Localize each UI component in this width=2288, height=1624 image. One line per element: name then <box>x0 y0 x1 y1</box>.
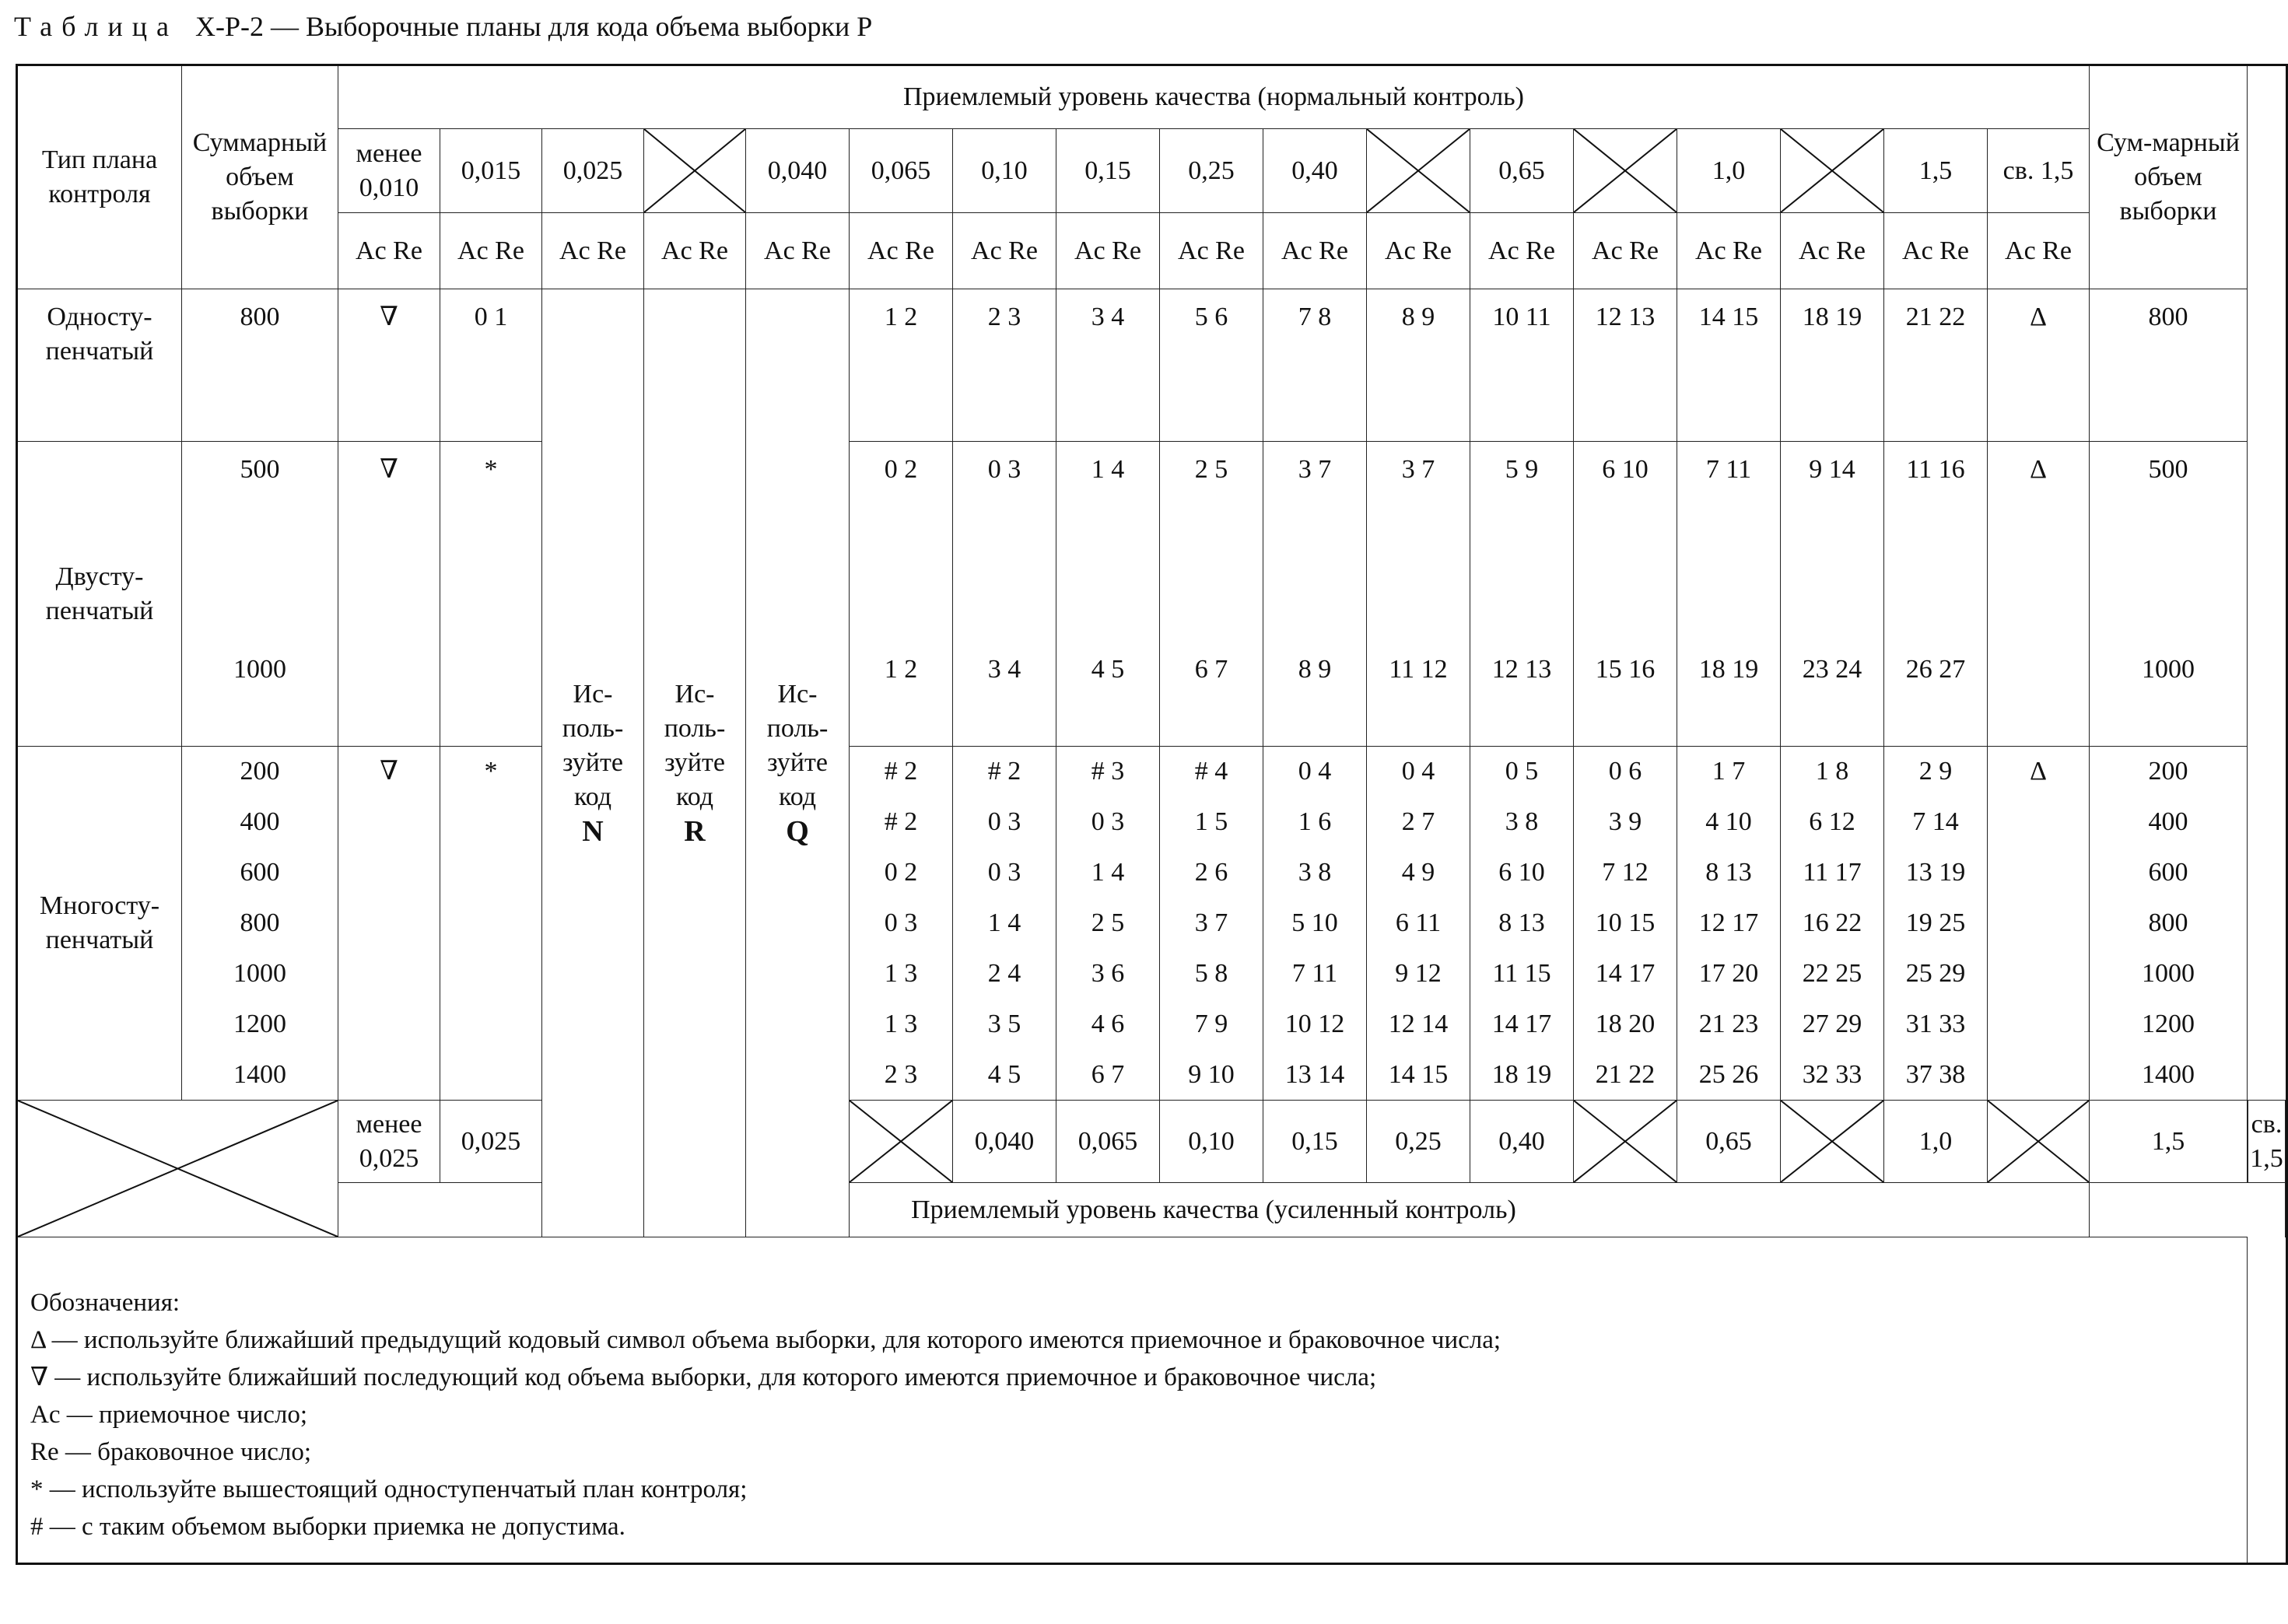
aql-value-cell: 0,65 <box>1470 129 1574 213</box>
acre-value-cell: 3 7 <box>1263 442 1367 594</box>
acre-value-cell: 4 9 <box>1367 848 1470 898</box>
acre-value-cell: 7 11 <box>1677 442 1781 594</box>
double-plan-row <box>17 594 2287 747</box>
use-code-text: Ис- <box>674 680 715 709</box>
acre-value-cell: 0 3 <box>1056 797 1160 848</box>
single-plan-row <box>17 289 2287 442</box>
acre-value-cell: 4 10 <box>1677 797 1781 848</box>
acre-value-cell: 21 22 <box>1574 1050 1677 1101</box>
acre-value-cell: 0 3 <box>953 442 1056 594</box>
symbol-cell <box>338 848 440 898</box>
acre-value-cell: 3 7 <box>1367 442 1470 594</box>
cross-mark-icon <box>1781 1101 1883 1182</box>
acre-value-cell: 10 15 <box>1574 898 1677 949</box>
footer-crossed-cell <box>17 1101 338 1237</box>
sample-size-cell: 800 <box>182 898 338 949</box>
aql-value-cell: 0,065 <box>850 129 953 213</box>
acre-value-cell: 4 5 <box>1056 594 1160 747</box>
acre-value-cell: 37 38 <box>1884 1050 1988 1101</box>
aql-tightened-title-row <box>17 1183 2287 1237</box>
tightened-crossed-cell <box>850 1101 953 1183</box>
multiple-plan-row <box>17 898 2287 949</box>
cross-mark-icon <box>18 1101 338 1237</box>
legend-row <box>17 1237 2287 1564</box>
plan-type-header: Тип плана контроля <box>17 65 182 289</box>
sample-size-cell: 1000 <box>182 949 338 999</box>
use-code-cell <box>746 289 850 1237</box>
cross-mark-icon <box>1988 1101 2089 1182</box>
acre-value-cell: 11 17 <box>1781 848 1884 898</box>
symbol-cell <box>440 594 542 747</box>
acre-value-cell: 0 4 <box>1263 747 1367 797</box>
acre-value-cell: 11 16 <box>1884 442 1988 594</box>
sampling-plans-table <box>16 64 2288 1565</box>
acre-value-cell: 14 15 <box>1677 289 1781 442</box>
acre-value-cell: 2 5 <box>1160 442 1263 594</box>
acre-value-cell: 18 19 <box>1677 594 1781 747</box>
acre-value-cell: 13 14 <box>1263 1050 1367 1101</box>
acre-label: Ac Re <box>1677 213 1781 289</box>
acre-value-cell: 16 22 <box>1781 898 1884 949</box>
legend-item: * — используйте вышестоящий одноступенчатый план контроля; <box>30 1475 748 1503</box>
acre-value-cell: 1 5 <box>1160 797 1263 848</box>
tightened-aql-cell: 1,0 <box>1884 1101 1988 1183</box>
acre-label: Ac Re <box>1263 213 1367 289</box>
symbol-cell: ∇ <box>338 747 440 797</box>
acre-value-cell: 0 3 <box>953 848 1056 898</box>
footer-crossed-cell <box>2286 1101 2287 1237</box>
acre-value-cell: 11 12 <box>1367 594 1470 747</box>
acre-value-cell: 2 3 <box>953 289 1056 442</box>
acre-value-cell: 3 4 <box>1056 289 1160 442</box>
tightened-crossed-cell <box>1988 1101 2090 1183</box>
sample-size-cell: 500 <box>182 442 338 594</box>
aql-value-cell: 0,040 <box>746 129 850 213</box>
multiple-plan-label: Многосту-пенчатый <box>17 747 182 1101</box>
aql-values-row <box>17 129 2287 213</box>
use-code-text: код <box>573 782 612 811</box>
sample-size-cell: 1000 <box>182 594 338 747</box>
symbol-cell: ∇ <box>338 442 440 594</box>
acre-value-cell: 18 19 <box>1470 1050 1574 1101</box>
sample-size-cell-right: 400 <box>2090 797 2248 848</box>
acre-value-cell: 1 4 <box>953 898 1056 949</box>
sample-size-cell-right: 1000 <box>2090 949 2248 999</box>
acre-value-cell: 7 11 <box>1263 949 1367 999</box>
acre-value-cell: 4 6 <box>1056 999 1160 1050</box>
acre-value-cell: 1 3 <box>850 949 953 999</box>
symbol-cell: Δ <box>1988 747 2090 797</box>
multiple-plan-row <box>17 999 2287 1050</box>
tightened-aql-cell: 0,065 <box>1056 1101 1160 1183</box>
acre-value-cell: 7 9 <box>1160 999 1263 1050</box>
legend <box>17 1237 2248 1564</box>
tightened-aql-cell: менее 0,025 <box>338 1101 440 1183</box>
symbol-cell: Δ <box>1988 442 2090 594</box>
use-code-letter: R <box>684 815 706 848</box>
symbol-cell: * <box>440 747 542 797</box>
sample-size-cell: 800 <box>182 289 338 442</box>
legend-item: Ac — приемочное число; <box>30 1401 308 1429</box>
acre-value-cell: 10 11 <box>1470 289 1574 442</box>
acre-label: Ac Re <box>1988 213 2090 289</box>
symbol-cell: Δ <box>1988 289 2090 442</box>
acre-label: Ac Re <box>1470 213 1574 289</box>
symbol-cell <box>440 848 542 898</box>
acre-value-cell: # 2 <box>850 747 953 797</box>
acre-value-cell: 3 4 <box>953 594 1056 747</box>
symbol-cell <box>1988 848 2090 898</box>
sample-size-cell: 200 <box>182 747 338 797</box>
acre-value-cell: 5 9 <box>1470 442 1574 594</box>
sample-size-cell-right: 500 <box>2090 442 2248 594</box>
symbol-cell <box>440 999 542 1050</box>
acre-value-cell: 7 8 <box>1263 289 1367 442</box>
use-code-text: поль- <box>664 714 726 743</box>
legend-item: Δ — используйте ближайший предыдущий кодовый символ объема выборки, для которого имеются приемочное и браковочное числа; <box>30 1326 1501 1354</box>
acre-value-cell: 23 24 <box>1781 594 1884 747</box>
acre-value-cell: # 3 <box>1056 747 1160 797</box>
acre-value-cell: 0 2 <box>850 442 953 594</box>
tightened-aql-cell: 0,40 <box>1470 1101 1574 1183</box>
symbol-cell <box>440 949 542 999</box>
acre-value-cell: 2 6 <box>1160 848 1263 898</box>
acre-label: Ac Re <box>850 213 953 289</box>
cross-mark-icon <box>1367 129 1470 212</box>
total-size-header-left: Суммарный объем выборки <box>182 65 338 289</box>
symbol-cell <box>1988 797 2090 848</box>
acre-value-cell: 10 12 <box>1263 999 1367 1050</box>
cross-mark-icon <box>1781 129 1883 212</box>
tightened-crossed-cell <box>1574 1101 1677 1183</box>
use-code-text: код <box>675 782 714 811</box>
double-plan-label: Двусту-пенчатый <box>17 442 182 747</box>
acre-value-cell: 31 33 <box>1884 999 1988 1050</box>
acre-value-cell: 32 33 <box>1781 1050 1884 1101</box>
acre-value-cell: 1 7 <box>1677 747 1781 797</box>
acre-value-cell: 1 8 <box>1781 747 1884 797</box>
acre-value-cell: 0 2 <box>850 848 953 898</box>
acre-value-cell: 4 5 <box>953 1050 1056 1101</box>
symbol-cell <box>338 949 440 999</box>
sample-size-cell-right: 200 <box>2090 747 2248 797</box>
acre-value-cell: 0 3 <box>850 898 953 949</box>
acre-label: Ac Re <box>542 213 644 289</box>
acre-value-cell: 6 7 <box>1056 1050 1160 1101</box>
symbol-cell <box>338 797 440 848</box>
cross-mark-icon <box>1574 1101 1677 1182</box>
acre-value-cell: 6 10 <box>1470 848 1574 898</box>
acre-label: Ac Re <box>1884 213 1988 289</box>
acre-value-cell: 2 3 <box>850 1050 953 1101</box>
aql-normal-header: Приемлемый уровень качества (нормальный контроль) <box>338 65 2090 129</box>
cross-mark-icon <box>644 129 745 212</box>
acre-label: Ac Re <box>1574 213 1677 289</box>
multiple-plan-row <box>17 1050 2287 1101</box>
symbol-cell <box>1988 1050 2090 1101</box>
acre-value-cell: 7 12 <box>1574 848 1677 898</box>
acre-value-cell: 1 6 <box>1263 797 1367 848</box>
acre-value-cell: 5 8 <box>1160 949 1263 999</box>
aql-value-cell: 0,40 <box>1263 129 1367 213</box>
sample-size-cell: 1200 <box>182 999 338 1050</box>
acre-value-cell: 15 16 <box>1574 594 1677 747</box>
symbol-cell <box>338 898 440 949</box>
acre-value-cell: 2 9 <box>1884 747 1988 797</box>
acre-value-cell: 12 13 <box>1470 594 1574 747</box>
acre-value-cell: 3 5 <box>953 999 1056 1050</box>
acre-value-cell: 21 23 <box>1677 999 1781 1050</box>
aql-value-cell: 0,025 <box>542 129 644 213</box>
acre-value-cell: 14 15 <box>1367 1050 1470 1101</box>
sample-size-cell-right: 1400 <box>2090 1050 2248 1101</box>
multiple-plan-row <box>17 797 2287 848</box>
symbol-cell <box>440 797 542 848</box>
symbol-cell <box>440 898 542 949</box>
acre-value-cell: 1 3 <box>850 999 953 1050</box>
acre-value-cell: 3 7 <box>1160 898 1263 949</box>
aql-crossed-cell <box>1781 129 1884 213</box>
symbol-cell: ∇ <box>338 289 440 442</box>
acre-row <box>17 213 2287 289</box>
use-code-text: код <box>778 782 817 811</box>
tightened-aql-cell: 0,15 <box>1263 1101 1367 1183</box>
acre-value-cell: 6 7 <box>1160 594 1263 747</box>
tightened-aql-cell: 0,25 <box>1367 1101 1470 1183</box>
acre-label: Ac Re <box>953 213 1056 289</box>
table-caption <box>14 3 872 50</box>
acre-value-cell: 0 4 <box>1367 747 1470 797</box>
acre-value-cell: 0 5 <box>1470 747 1574 797</box>
acre-value-cell: 17 20 <box>1677 949 1781 999</box>
sample-size-cell-right: 600 <box>2090 848 2248 898</box>
acre-value-cell: 13 19 <box>1884 848 1988 898</box>
acre-value-cell: 5 10 <box>1263 898 1367 949</box>
acre-value-cell: # 2 <box>850 797 953 848</box>
aql-value-cell: 1,5 <box>1884 129 1988 213</box>
acre-value-cell: 3 6 <box>1056 949 1160 999</box>
symbol-cell <box>1988 594 2090 747</box>
acre-value-cell: 26 27 <box>1884 594 1988 747</box>
acre-value-cell: 1 2 <box>850 594 953 747</box>
acre-value-cell: 5 6 <box>1160 289 1263 442</box>
single-plan-label: Односту-пенчатый <box>17 289 182 442</box>
acre-label: Ac Re <box>338 213 440 289</box>
double-plan-row <box>17 442 2287 594</box>
legend-item: Re — браковочное число; <box>30 1438 312 1466</box>
acre-value-cell: 2 7 <box>1367 797 1470 848</box>
aql-crossed-cell <box>644 129 746 213</box>
caption-word: Таблица <box>14 11 178 42</box>
use-code-letter: Q <box>786 815 809 848</box>
acre-value-cell: 1 4 <box>1056 848 1160 898</box>
use-code-cell <box>644 289 746 1237</box>
sample-size-cell: 400 <box>182 797 338 848</box>
acre-value-cell: 25 29 <box>1884 949 1988 999</box>
acre-value-cell: 12 13 <box>1574 289 1677 442</box>
acre-label: Ac Re <box>1056 213 1160 289</box>
acre-value-cell: 1 2 <box>850 289 953 442</box>
acre-value-cell: 8 13 <box>1470 898 1574 949</box>
aql-tightened-values-row <box>17 1101 2287 1183</box>
acre-value-cell: 27 29 <box>1781 999 1884 1050</box>
tightened-aql-cell: 0,10 <box>1160 1101 1263 1183</box>
symbol-cell: * <box>440 442 542 594</box>
use-code-letter: N <box>582 815 604 848</box>
acre-label: Ac Re <box>644 213 746 289</box>
use-code-text: Ис- <box>573 680 613 709</box>
use-code-text: зуйте <box>562 748 623 777</box>
acre-value-cell: 7 14 <box>1884 797 1988 848</box>
aql-value-cell: 0,10 <box>953 129 1056 213</box>
acre-value-cell: 6 10 <box>1574 442 1677 594</box>
acre-value-cell: 3 8 <box>1470 797 1574 848</box>
aql-value-cell: 0,25 <box>1160 129 1263 213</box>
aql-value-cell: менее 0,010 <box>338 129 440 213</box>
acre-label: Ac Re <box>1160 213 1263 289</box>
acre-value-cell: 9 12 <box>1367 949 1470 999</box>
acre-value-cell: 2 4 <box>953 949 1056 999</box>
aql-value-cell: 1,0 <box>1677 129 1781 213</box>
acre-value-cell: 1 4 <box>1056 442 1160 594</box>
acre-value-cell: 18 19 <box>1781 289 1884 442</box>
acre-value-cell: 14 17 <box>1574 949 1677 999</box>
acre-value-cell: 8 13 <box>1677 848 1781 898</box>
use-code-text: зуйте <box>767 748 828 777</box>
acre-value-cell: # 4 <box>1160 747 1263 797</box>
acre-value-cell: # 2 <box>953 747 1056 797</box>
acre-value-cell: 8 9 <box>1367 289 1470 442</box>
acre-value-cell: 9 14 <box>1781 442 1884 594</box>
multiple-plan-row <box>17 949 2287 999</box>
acre-value-cell: 0 3 <box>953 797 1056 848</box>
acre-label: Ac Re <box>1367 213 1470 289</box>
acre-label: Ac Re <box>1781 213 1884 289</box>
aql-value-cell: св. 1,5 <box>1988 129 2090 213</box>
cross-mark-icon <box>850 1101 952 1182</box>
acre-value-cell: 0 6 <box>1574 747 1677 797</box>
multiple-plan-row <box>17 848 2287 898</box>
acre-label: Ac Re <box>440 213 542 289</box>
legend-item: # — с таким объемом выборки приемка не допустима. <box>30 1513 625 1541</box>
sample-size-cell-right: 800 <box>2090 898 2248 949</box>
tightened-aql-cell: 0,040 <box>953 1101 1056 1183</box>
caption-text: Х-Р-2 — Выборочные планы для кода объема выборки Р <box>194 11 873 42</box>
acre-value-cell: 25 26 <box>1677 1050 1781 1101</box>
total-size-header-right: Сум-марный объем выборки <box>2090 65 2248 289</box>
cross-mark-icon <box>1574 129 1677 212</box>
sample-size-cell-right: 1200 <box>2090 999 2248 1050</box>
acre-value-cell: 21 22 <box>1884 289 1988 442</box>
acre-value-cell: 11 15 <box>1470 949 1574 999</box>
tightened-aql-cell: 0,025 <box>440 1101 542 1183</box>
acre-value-cell: 9 10 <box>1160 1050 1263 1101</box>
use-code-cell <box>542 289 644 1237</box>
sample-size-cell-right: 800 <box>2090 289 2248 442</box>
acre-value-cell: 6 11 <box>1367 898 1470 949</box>
legend-item: ∇ — используйте ближайший последующий код объема выборки, для которого имеются приемочное и браковочное числа; <box>30 1363 1377 1391</box>
tightened-aql-cell: св. 1,5 <box>2248 1101 2286 1183</box>
tightened-aql-cell: 1,5 <box>2090 1101 2248 1183</box>
aql-tightened-title: Приемлемый уровень качества (усиленный контроль) <box>338 1183 2090 1237</box>
acre-value-cell: 22 25 <box>1781 949 1884 999</box>
aql-value-cell: 0,15 <box>1056 129 1160 213</box>
symbol-cell <box>338 999 440 1050</box>
acre-value-cell: 3 8 <box>1263 848 1367 898</box>
use-code-text: поль- <box>766 714 829 743</box>
symbol-cell: 0 1 <box>440 289 542 442</box>
acre-value-cell: 14 17 <box>1470 999 1574 1050</box>
symbol-cell <box>440 1050 542 1101</box>
use-code-text: поль- <box>562 714 624 743</box>
acre-value-cell: 12 14 <box>1367 999 1470 1050</box>
use-code-text: Ис- <box>777 680 818 709</box>
acre-value-cell: 19 25 <box>1884 898 1988 949</box>
multiple-plan-row <box>17 747 2287 797</box>
sample-size-cell-right: 1000 <box>2090 594 2248 747</box>
aql-value-cell: 0,015 <box>440 129 542 213</box>
symbol-cell <box>1988 898 2090 949</box>
acre-value-cell: 2 5 <box>1056 898 1160 949</box>
symbol-cell <box>1988 999 2090 1050</box>
acre-value-cell: 18 20 <box>1574 999 1677 1050</box>
tightened-crossed-cell <box>1781 1101 1884 1183</box>
acre-value-cell: 12 17 <box>1677 898 1781 949</box>
acre-value-cell: 6 12 <box>1781 797 1884 848</box>
aql-crossed-cell <box>1367 129 1470 213</box>
sample-size-cell: 600 <box>182 848 338 898</box>
aql-crossed-cell <box>1574 129 1677 213</box>
symbol-cell <box>338 594 440 747</box>
legend-title: Обозначения: <box>30 1289 180 1317</box>
use-code-text: зуйте <box>664 748 725 777</box>
acre-label: Ac Re <box>746 213 850 289</box>
tightened-aql-cell: 0,65 <box>1677 1101 1781 1183</box>
acre-value-cell: 3 9 <box>1574 797 1677 848</box>
sample-size-cell: 1400 <box>182 1050 338 1101</box>
symbol-cell <box>1988 949 2090 999</box>
acre-value-cell: 8 9 <box>1263 594 1367 747</box>
symbol-cell <box>338 1050 440 1101</box>
